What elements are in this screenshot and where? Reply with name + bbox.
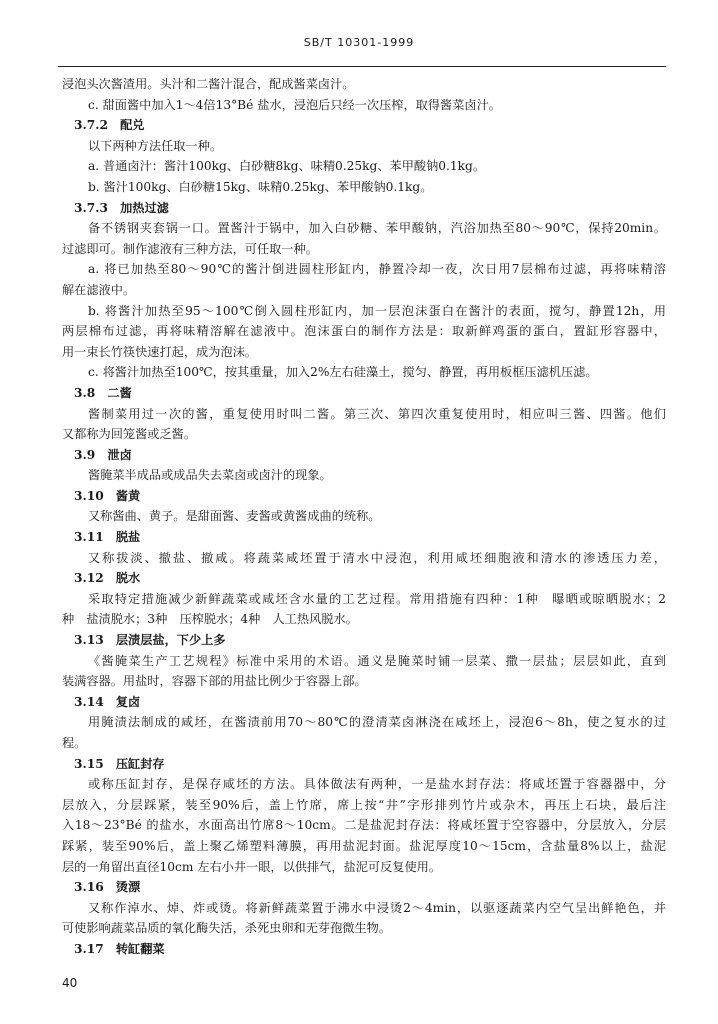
section-heading: 3.7.3 加热过滤 [74,200,169,215]
text-line: 又都称为回笼酱或乏酱。 [62,427,197,442]
section-heading: 3.10 酱黄 [74,488,141,503]
page-number: 40 [62,976,78,990]
body-text [62,74,666,960]
text-line: 又称作淖水、焯、炸或烫。将新鲜蔬菜置于沸水中浸烫2～4min，以驱逐蔬菜内空气呈出鲜艳色，并 [88,900,666,915]
header-rule [58,66,666,67]
text-line: 过滤即可。制作滤液有三种方法，可任取一种。 [62,241,318,256]
running-header: SB/T 10301-1999 [303,36,415,49]
section-heading: 3.9 泄卤 [74,447,132,462]
text-line: 踩紧，装至90%后，盖上聚乙烯塑料薄膜，再用盐泥封面。盐泥厚度10～15cm，含盐量8%以上，盐泥 [62,838,666,853]
text-line: 层的一角留出直径10cm 左右小井一眼，以供排气，盐泥可反复使用。 [62,859,442,874]
text-line: 种 盐渍脱水；3种 压榨脱水；4种 人工热风脱水。 [62,612,358,627]
text-line: 采取特定措施减少新鲜蔬菜或咸坯含水量的工艺过程。常用措施有四种：1种 曝晒或晾晒脱水；2 [88,591,666,606]
section-heading: 3.12 脱水 [74,571,141,586]
section-heading: 3.11 脱盐 [74,530,141,545]
text-line: 又称拔淡、撤盐、撤咸。将蔬菜咸坯置于清水中浸泡，利用咸坯细胞液和清水的渗透压力差， [88,550,666,565]
text-line: 可使影响蔬菜品质的氧化酶失活，杀死虫卵和无芽孢微生物。 [62,921,392,936]
text-line: c. 将酱汁加热至100℃，按其重量，加入2%左右硅藻土，搅匀、静置，再用板框压滤机压滤。 [88,365,598,380]
text-line: a. 普通卤汁：酱汁100kg、白砂糖8kg、味精0.25kg、苯甲酸钠0.1kg。 [88,159,486,174]
section-heading: 3.14 复卤 [74,694,141,709]
text-line: 用一束长竹筷快速打起，成为泡沫。 [62,344,257,359]
text-line: 酱腌菜半成品或成品失去菜卤或卤汁的现象。 [88,468,332,483]
text-line: 以下两种方法任取一种。 [88,138,223,153]
text-line: 解在滤液中。 [62,282,136,297]
text-line: 层放入，分层踩紧，装至90%后，盖上竹席，席上按“井”字形排列竹片或杂木，再压上石块，最后注 [62,797,666,812]
section-heading: 3.8 二酱 [74,385,132,400]
text-line: 又称酱曲、黄子。是甜面酱、麦酱或黄酱成曲的统称。 [88,509,381,524]
section-heading: 3.15 压缸封存 [74,756,165,771]
text-line: c. 甜面酱中加入1～4倍13°Bé 盐水，浸泡后只经一次压榨，取得酱菜卤汁。 [88,97,501,112]
text-line: b. 将酱汁加热至95～100℃倒入圆柱形缸内，加一层泡沫蛋白在酱汁的表面，搅匀，静置12h，用 [88,303,666,318]
text-line: b. 酱汁100kg、白砂糖15kg、味精0.25kg、苯甲酸钠0.1kg。 [88,179,433,194]
section-heading: 3.7.2 配兑 [74,118,145,133]
section-heading: 3.13 层渍层盐，下少上多 [74,633,226,648]
text-line: 用腌渍法制成的咸坯，在酱渍前用70～80℃的澄清菜卤淋浇在咸坯上，浸泡6～8h，使之复水的过 [88,715,666,730]
text-line: 备不锈钢夹套锅一口。置酱汁于锅中，加入白砂糖、苯甲酸钠，汽浴加热至80～90℃，保持20min。 [88,221,666,236]
text-line: 入18～23°Bé 的盐水，水面高出竹席8～10cm。二是盐泥封存法：将咸坯置于空容器中，分层放入，分层 [62,818,666,833]
text-line: 浸泡头次酱渣用。头汁和二酱汁混合，配成酱菜卤汁。 [62,77,355,91]
text-line: 或称压缸封存，是保存咸坯的方法。具体做法有两种，一是盐水封存法：将咸坯置于容器器中，分 [88,777,666,792]
section-heading: 3.16 烫漂 [74,880,141,895]
text-line: 酱制菜用过一次的酱，重复使用时叫二酱。第三次、第四次重复使用时，相应叫三酱、四酱。他们 [88,406,666,421]
text-line: 两层棉布过滤，再将味精溶解在滤液中。泡沫蛋白的制作方法是：取新鲜鸡蛋的蛋白，置缸形容器中， [62,324,666,339]
section-heading: 3.17 转缸翻菜 [74,941,165,956]
text-line: 《酱腌菜生产工艺规程》标准中采用的术语。通义是腌菜时铺一层菜、撒一层盐；层层如此，直到 [88,653,666,668]
text-line: 装满容器。用盐时，容器下部的用盐比例少于容器上部。 [62,674,367,689]
text-line: a. 将已加热至80～90℃的酱汁倒进圆柱形缸内，静置冷却一夜，次日用7层棉布过滤，再将味精溶 [88,262,666,277]
text-line: 程。 [62,736,87,750]
